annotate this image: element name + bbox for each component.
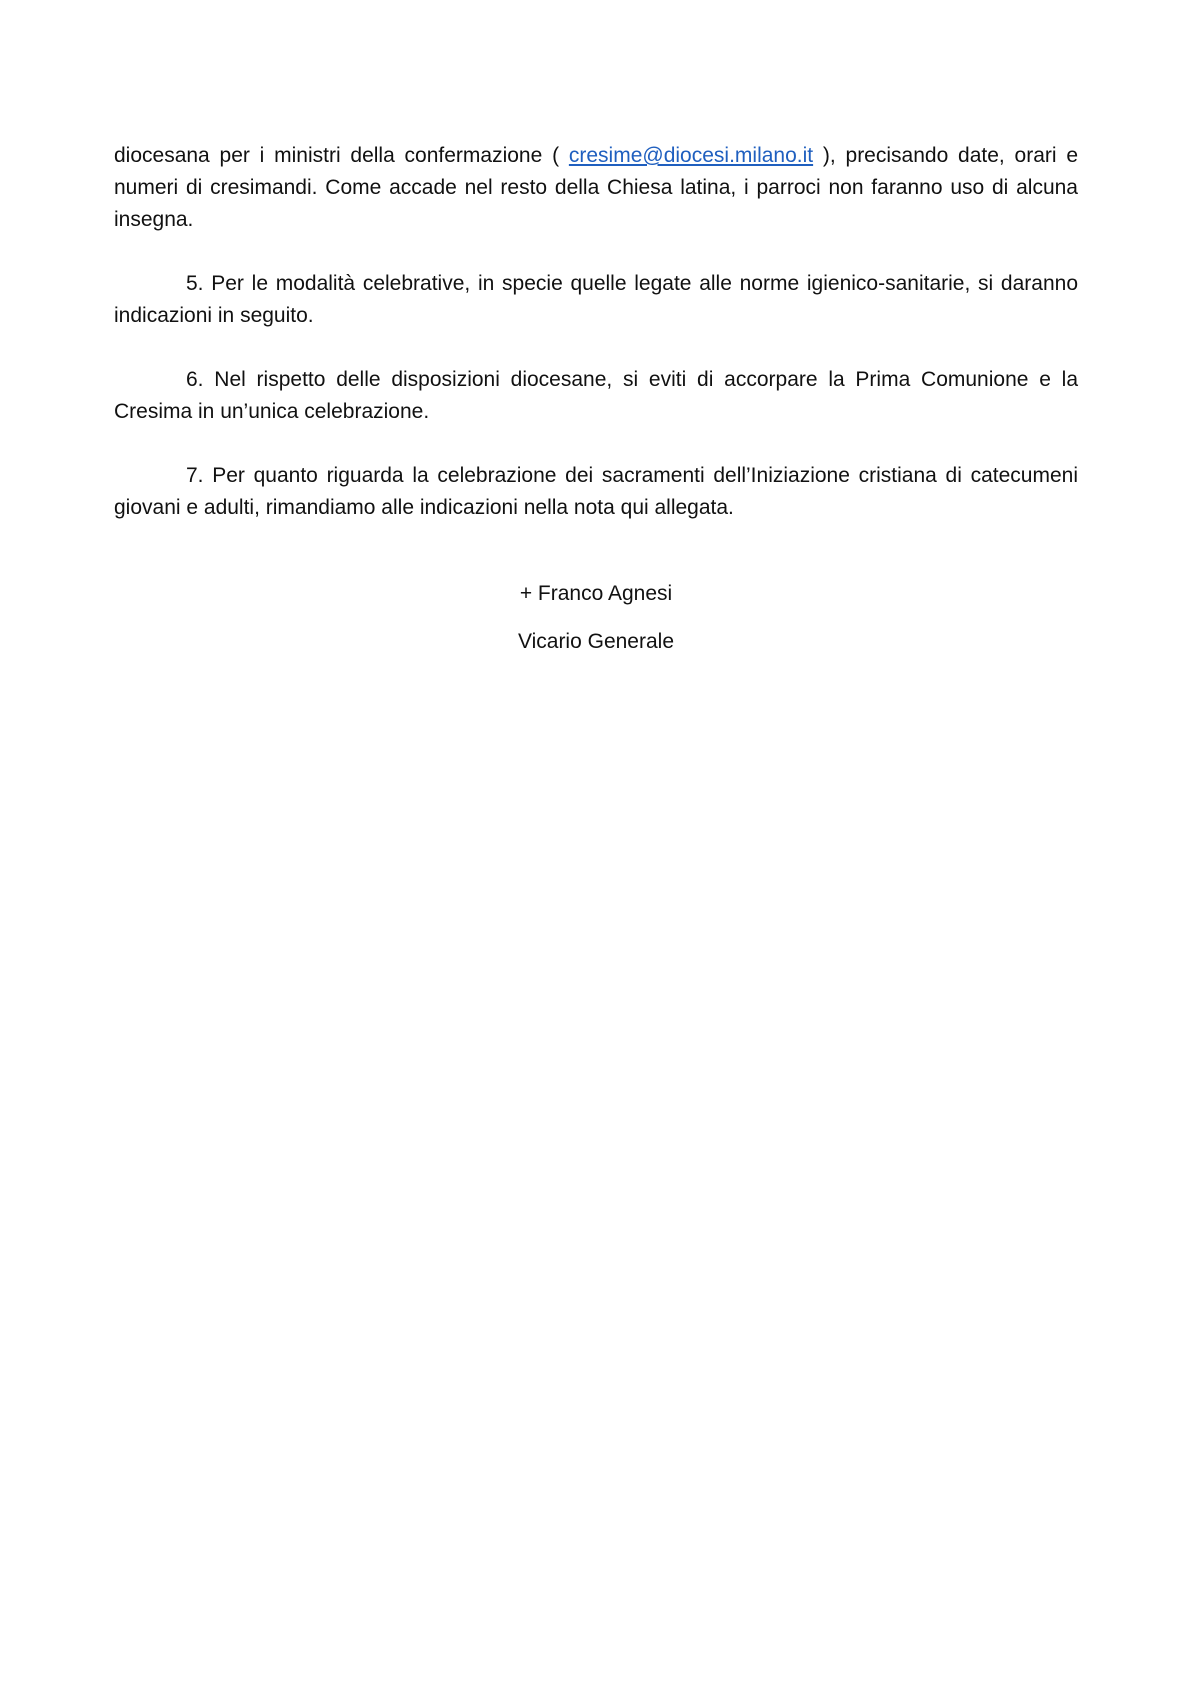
paragraph-item-6: 6. Nel rispetto delle disposizioni diocesane, si eviti di accorpare la Prima Comunione e la Cresima in un’unica celebrazione. [114,368,1078,423]
signature-name: + Franco Agnesi [519,582,673,605]
document-body [114,140,1078,653]
paragraph-item-5: 5. Per le modalità celebrative, in specie quelle legate alle norme igienico-sanitarie, si daranno indicazioni in seguito. [114,272,1078,327]
paragraph-continued [114,140,1078,236]
signature-title: Vicario Generale [517,630,675,653]
signature-block [114,578,1078,674]
email-link[interactable]: cresime@diocesi.milano.it [568,144,814,167]
paragraph-text-after-link: ), precisando date, orari e numeri di cresimandi. Come accade nel resto della Chiesa latina, i parroci non faranno uso di alcuna insegna. [114,144,1078,231]
paragraph-item-7: 7. Per quanto riguarda la celebrazione dei sacramenti dell’Iniziazione cristiana di catecumeni giovani e adulti, rimandiamo alle indicazioni nella nota qui allegata. [114,464,1078,519]
paragraph-text-before-link: diocesana per i ministri della confermazione ( [114,144,569,167]
